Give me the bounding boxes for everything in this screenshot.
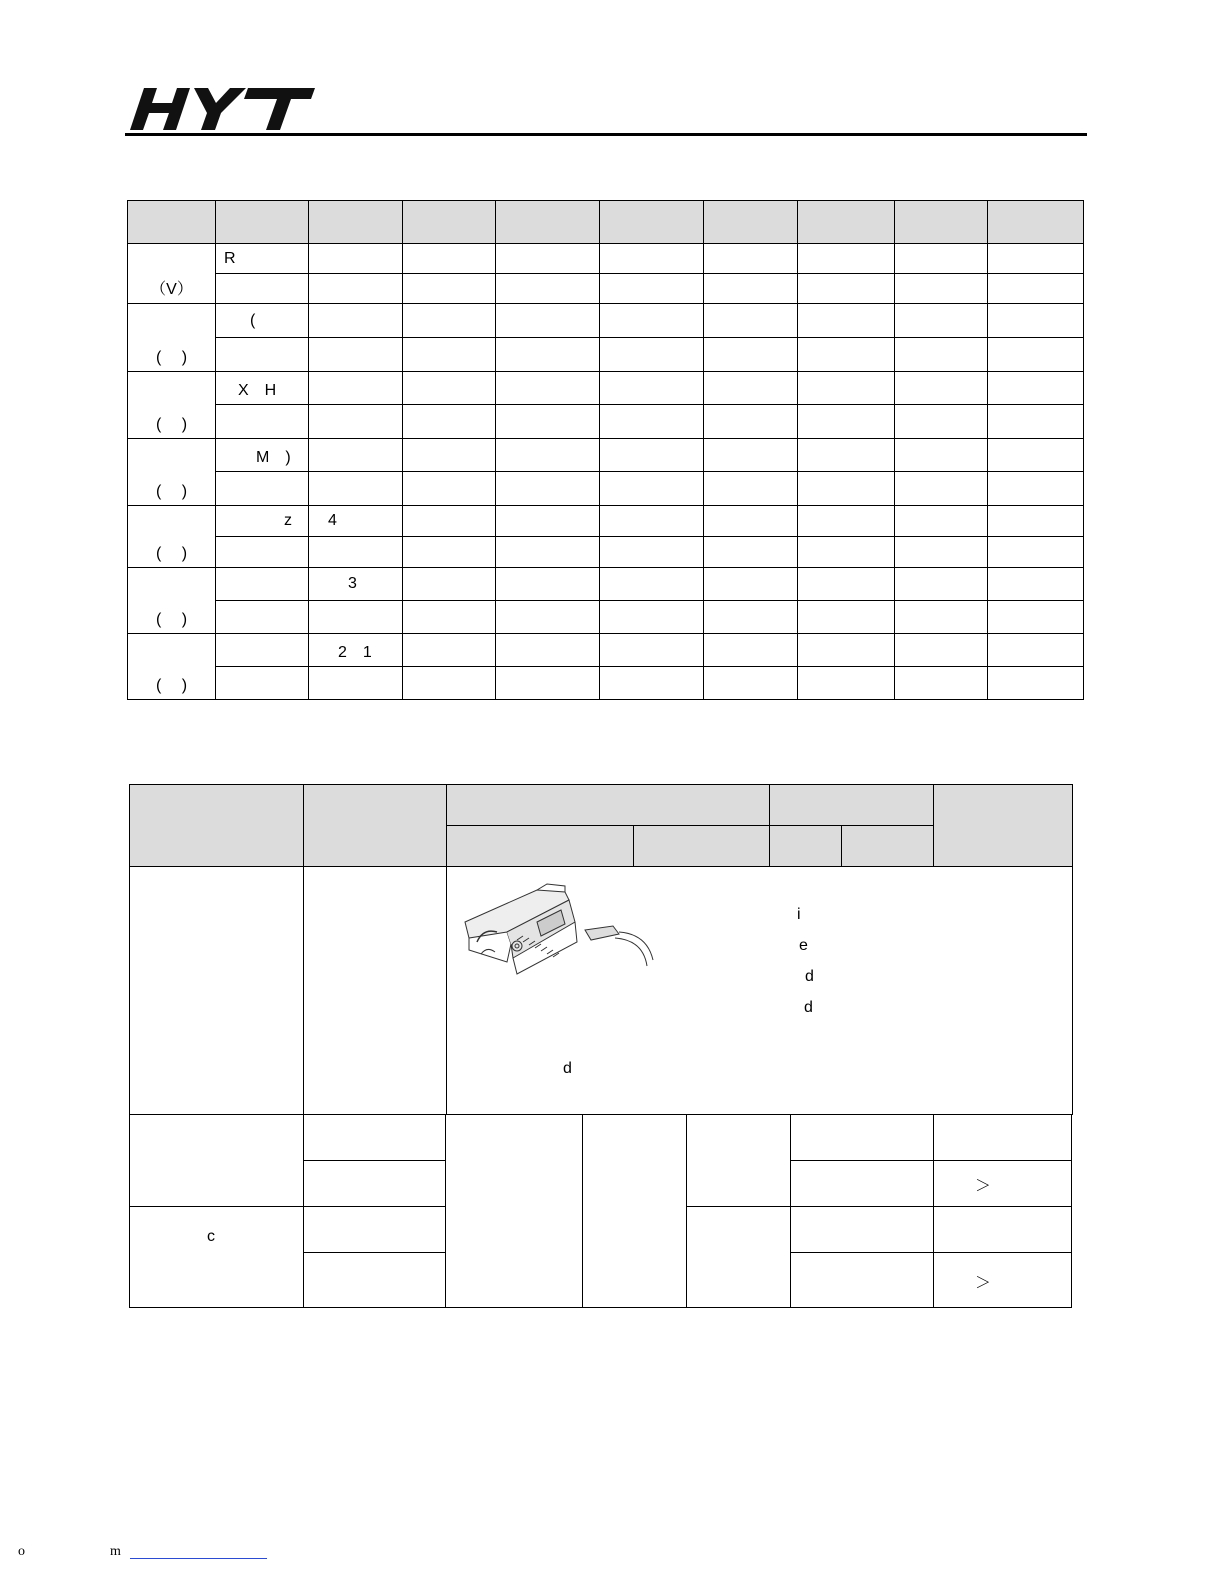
figure-text: e xyxy=(799,936,808,954)
table-cell xyxy=(600,601,704,634)
table-cell xyxy=(895,304,988,338)
table-cell xyxy=(798,634,895,667)
test-table-header xyxy=(129,784,1073,867)
grid-rule xyxy=(933,1114,934,1308)
table-cell xyxy=(403,472,496,506)
table-cell xyxy=(895,274,988,304)
header-cell xyxy=(496,201,600,244)
table-cell xyxy=(403,338,496,372)
header-cell xyxy=(304,785,447,867)
table-cell xyxy=(309,405,403,439)
table-cell xyxy=(798,506,895,537)
header-rule xyxy=(125,133,1087,136)
table-cell xyxy=(798,568,895,601)
table-cell xyxy=(798,405,895,439)
table-cell xyxy=(798,274,895,304)
table-cell xyxy=(216,634,309,667)
table-cell xyxy=(496,634,600,667)
table-row xyxy=(128,568,1084,601)
table-cell xyxy=(988,405,1084,439)
grid-rule xyxy=(129,1206,446,1207)
group-label: ( ) xyxy=(128,634,216,700)
table-cell xyxy=(216,667,309,700)
grid-rule xyxy=(686,1206,791,1207)
table-cell xyxy=(798,439,895,472)
table-cell xyxy=(403,634,496,667)
group-label: ( ) xyxy=(128,568,216,634)
table-cell xyxy=(988,304,1084,338)
table-cell xyxy=(895,667,988,700)
table-cell xyxy=(403,372,496,405)
table-cell xyxy=(988,568,1084,601)
grid-rule xyxy=(303,1252,446,1253)
table-row xyxy=(128,601,1084,634)
table-cell xyxy=(496,338,600,372)
grid-rule xyxy=(129,1307,1072,1308)
table-cell xyxy=(216,537,309,568)
table-cell xyxy=(988,634,1084,667)
table-row xyxy=(128,439,1084,472)
table-cell xyxy=(600,405,704,439)
table-cell xyxy=(309,439,403,472)
table-cell xyxy=(496,244,600,274)
table-cell xyxy=(216,338,309,372)
table-cell xyxy=(216,601,309,634)
table-cell xyxy=(496,439,600,472)
table-cell xyxy=(988,472,1084,506)
table-cell xyxy=(309,338,403,372)
table-cell xyxy=(988,667,1084,700)
table-cell xyxy=(496,568,600,601)
group-label: ( ) xyxy=(128,439,216,506)
table-cell xyxy=(309,537,403,568)
table-cell: ( xyxy=(216,304,309,338)
test-table-figure-row xyxy=(129,866,1073,1115)
comparison-symbol: ＞ xyxy=(975,1273,992,1292)
table-cell xyxy=(403,537,496,568)
header-cell xyxy=(798,201,895,244)
table-cell xyxy=(704,439,798,472)
table-cell xyxy=(895,405,988,439)
table-cell xyxy=(403,304,496,338)
spec-table xyxy=(127,200,1084,700)
table-cell: 2 1 xyxy=(309,634,403,667)
table-cell: 3 xyxy=(309,568,403,601)
table-cell xyxy=(988,537,1084,568)
table-cell xyxy=(704,338,798,372)
table-cell xyxy=(600,506,704,537)
table-cell xyxy=(704,472,798,506)
test-table-lower-grid xyxy=(129,1114,1072,1308)
table-cell: M ) xyxy=(216,439,309,472)
table-cell xyxy=(704,568,798,601)
table-row xyxy=(128,667,1084,700)
table-cell xyxy=(216,472,309,506)
table-cell xyxy=(403,568,496,601)
grid-rule xyxy=(445,1114,446,1308)
table-row xyxy=(128,405,1084,439)
table-cell xyxy=(988,244,1084,274)
table-cell xyxy=(895,472,988,506)
table-cell xyxy=(704,372,798,405)
table-cell xyxy=(988,338,1084,372)
header-cell xyxy=(895,201,988,244)
header-cell xyxy=(309,201,403,244)
header-cell xyxy=(842,826,934,867)
figure-text: i xyxy=(797,905,801,923)
table-cell xyxy=(309,601,403,634)
table-cell xyxy=(496,667,600,700)
table-row xyxy=(128,472,1084,506)
table-cell xyxy=(895,372,988,405)
table-cell xyxy=(988,506,1084,537)
table-cell xyxy=(988,439,1084,472)
table-row xyxy=(128,244,1084,274)
figure-text: d xyxy=(563,1059,572,1077)
table-cell xyxy=(798,244,895,274)
table-cell xyxy=(895,506,988,537)
grid-rule xyxy=(582,1114,583,1308)
table-cell xyxy=(704,405,798,439)
table-cell xyxy=(704,274,798,304)
table-cell xyxy=(798,304,895,338)
figure-text: d xyxy=(805,967,814,985)
table-cell xyxy=(798,338,895,372)
table-cell xyxy=(496,472,600,506)
group-label: （V） xyxy=(128,244,216,304)
table-row xyxy=(128,506,1084,537)
table-cell xyxy=(600,537,704,568)
figure-cell xyxy=(447,867,1073,1115)
grid-rule xyxy=(790,1252,1072,1253)
table-cell xyxy=(403,439,496,472)
table-cell xyxy=(496,601,600,634)
table-cell xyxy=(704,244,798,274)
grid-rule xyxy=(790,1114,791,1308)
footer-link-underline[interactable] xyxy=(130,1558,267,1559)
header-cell xyxy=(770,785,934,826)
table-row xyxy=(128,372,1084,405)
table-cell xyxy=(600,372,704,405)
group-label: ( ) xyxy=(128,372,216,439)
table-cell xyxy=(988,274,1084,304)
table-cell xyxy=(895,338,988,372)
grid-rule xyxy=(129,1114,1072,1115)
footer-text: m xyxy=(110,1544,121,1559)
table-cell xyxy=(600,338,704,372)
group-label: ( ) xyxy=(128,506,216,568)
table-cell xyxy=(600,634,704,667)
table-cell xyxy=(895,568,988,601)
table-cell xyxy=(798,667,895,700)
table-cell xyxy=(309,472,403,506)
table-cell xyxy=(496,274,600,304)
comparison-symbol: ＞ xyxy=(975,1176,992,1195)
table-cell xyxy=(798,372,895,405)
table-cell xyxy=(895,244,988,274)
table-cell xyxy=(600,472,704,506)
table-cell xyxy=(704,537,798,568)
table-cell xyxy=(600,439,704,472)
table-cell xyxy=(600,667,704,700)
group-label: ( ) xyxy=(128,304,216,372)
table-row xyxy=(128,338,1084,372)
table-cell xyxy=(403,506,496,537)
table-cell xyxy=(988,601,1084,634)
header-cell xyxy=(704,201,798,244)
table-cell xyxy=(895,537,988,568)
grid-rule xyxy=(1071,1114,1072,1308)
table-cell xyxy=(704,667,798,700)
header-cell xyxy=(600,201,704,244)
table-row xyxy=(130,867,1073,1115)
header-cell xyxy=(447,785,770,826)
grid-rule xyxy=(790,1206,1072,1207)
table-cell xyxy=(600,304,704,338)
table-cell xyxy=(600,568,704,601)
header-cell xyxy=(988,201,1084,244)
table-cell xyxy=(600,274,704,304)
table-cell xyxy=(309,244,403,274)
table-cell xyxy=(895,634,988,667)
table-cell xyxy=(704,601,798,634)
header-cell xyxy=(403,201,496,244)
table-cell xyxy=(130,867,304,1115)
spec-table-header-row xyxy=(128,201,1084,244)
table-cell xyxy=(216,274,309,304)
table-cell xyxy=(496,304,600,338)
row-label: c xyxy=(207,1228,215,1245)
table-cell xyxy=(403,274,496,304)
table-cell xyxy=(309,667,403,700)
table-cell xyxy=(403,601,496,634)
radio-connector-illustration xyxy=(457,882,657,982)
table-cell xyxy=(704,506,798,537)
table-cell xyxy=(309,304,403,338)
footer-text: o xyxy=(18,1544,25,1559)
table-cell xyxy=(600,244,704,274)
header-row xyxy=(130,785,1073,826)
table-cell xyxy=(798,472,895,506)
table-row xyxy=(128,634,1084,667)
grid-rule xyxy=(303,1160,446,1161)
table-cell xyxy=(403,667,496,700)
table-cell xyxy=(798,537,895,568)
table-cell xyxy=(403,244,496,274)
table-cell xyxy=(496,537,600,568)
header-cell xyxy=(128,201,216,244)
table-cell xyxy=(704,304,798,338)
table-cell xyxy=(304,867,447,1115)
grid-rule xyxy=(303,1114,304,1308)
table-cell xyxy=(798,601,895,634)
header-cell xyxy=(447,826,634,867)
table-cell xyxy=(309,372,403,405)
grid-rule xyxy=(790,1160,1072,1161)
table-cell: 4 xyxy=(309,506,403,537)
header-cell xyxy=(216,201,309,244)
header-cell xyxy=(634,826,770,867)
table-cell xyxy=(704,634,798,667)
header-cell xyxy=(130,785,304,867)
header-cell xyxy=(770,826,842,867)
table-cell xyxy=(309,274,403,304)
header-cell xyxy=(934,785,1073,867)
table-row xyxy=(128,537,1084,568)
hyt-logo xyxy=(130,88,315,130)
table-cell xyxy=(988,372,1084,405)
table-cell xyxy=(403,405,496,439)
table-row xyxy=(128,304,1084,338)
table-cell: R xyxy=(216,244,309,274)
table-cell xyxy=(895,601,988,634)
table-cell xyxy=(216,405,309,439)
table-cell xyxy=(496,372,600,405)
table-row xyxy=(128,274,1084,304)
table-cell xyxy=(496,405,600,439)
table-cell xyxy=(496,506,600,537)
table-cell: z xyxy=(216,506,309,537)
figure-text: d xyxy=(804,998,813,1016)
table-cell xyxy=(895,439,988,472)
table-cell xyxy=(216,568,309,601)
table-cell: X H xyxy=(216,372,309,405)
grid-rule xyxy=(686,1114,687,1308)
grid-rule xyxy=(129,1114,130,1308)
